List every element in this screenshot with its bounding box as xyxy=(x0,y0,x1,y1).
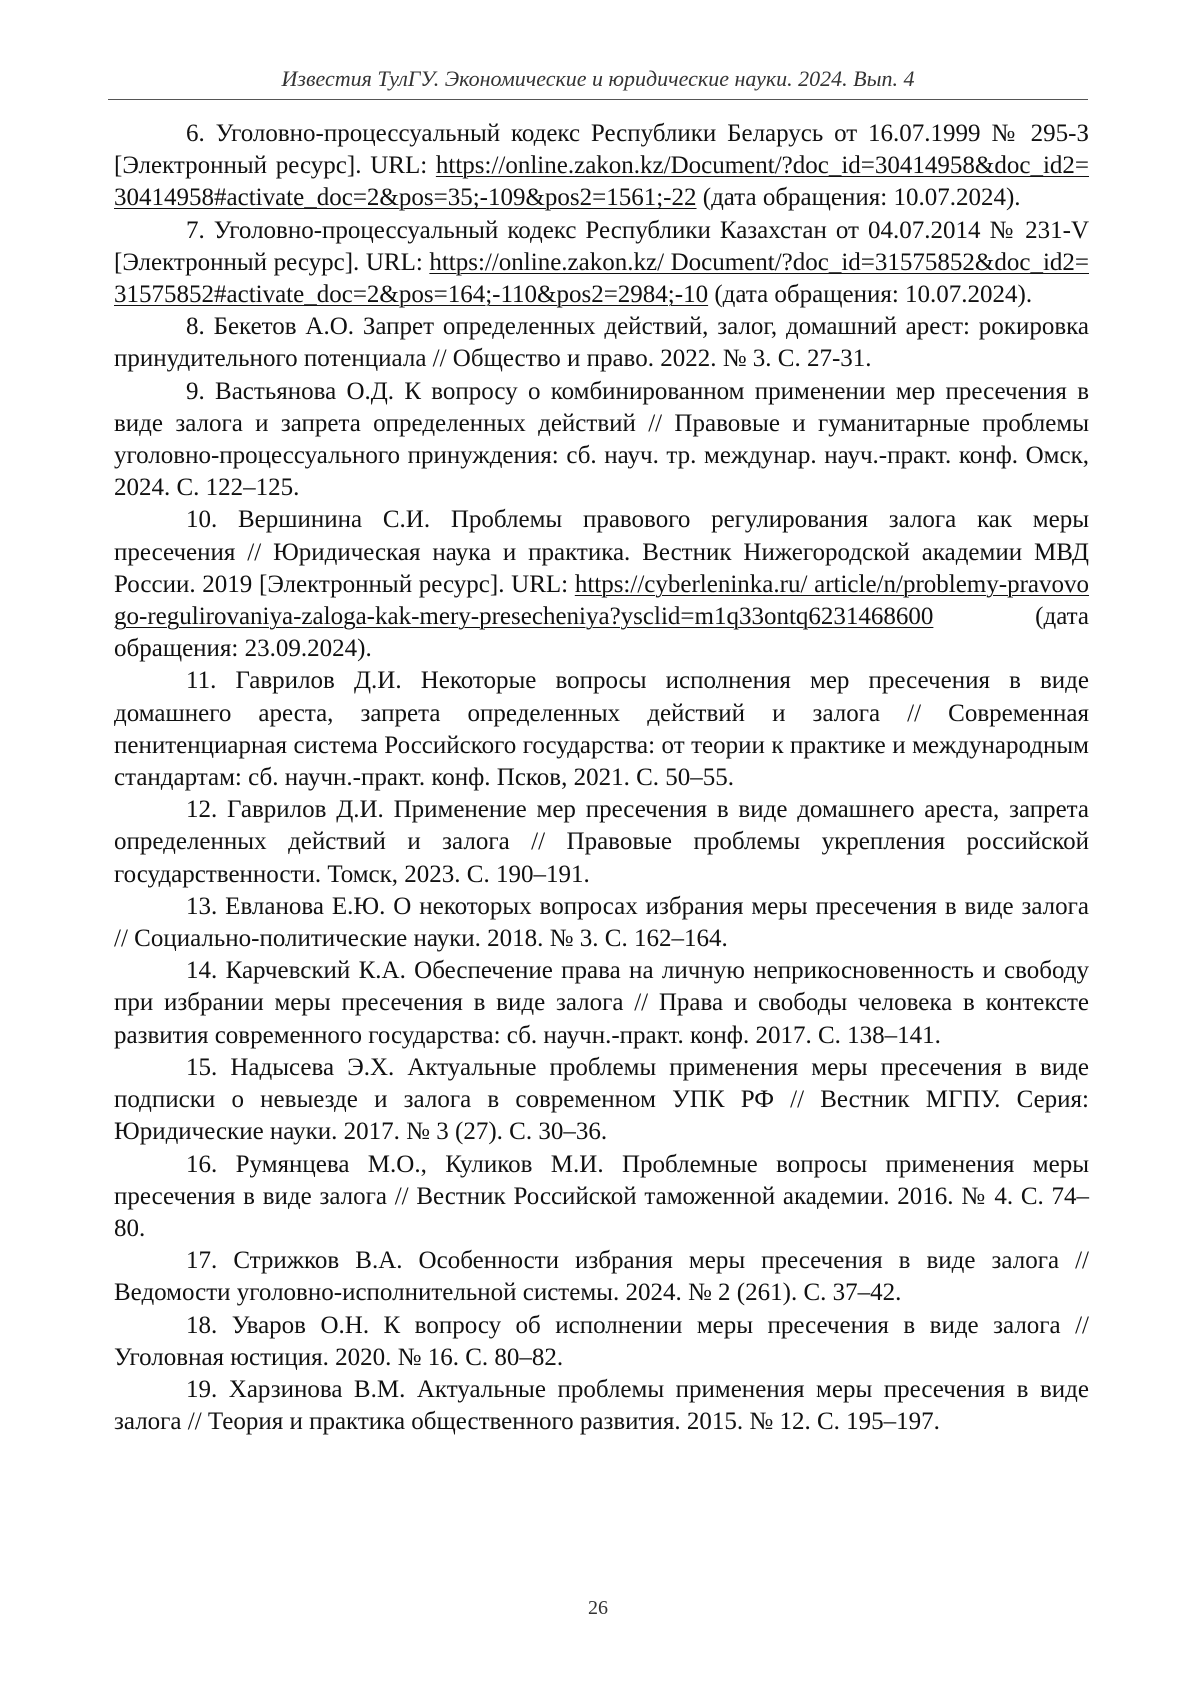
reference-text: Гаврилов Д.И. Некоторые вопросы исполнения мер пресечения в виде домашнего ареста, запрета определенных действий и залога // Современная пенитенциарная система Российского государства: от теории к практике и международным стандартам: сб. научн.-практ. конф. Псков, 2021. С. 50–55. xyxy=(114,667,1090,792)
reference-item xyxy=(114,311,1089,375)
reference-number: 7. xyxy=(186,216,205,244)
reference-list xyxy=(114,118,1089,1438)
reference-item xyxy=(114,1149,1089,1246)
reference-text: Вершинина С.И. Проблемы правового регулирования залога как меры пресечения // Юридическая наука и практика. Вестник Нижегородской академии МВД России. 2019 [Электронный ресурс]. URL: xyxy=(114,506,1089,598)
reference-item xyxy=(114,215,1089,312)
reference-item xyxy=(114,891,1089,955)
reference-number: 15. xyxy=(186,1053,218,1081)
header-divider xyxy=(108,99,1088,100)
reference-text: Уваров О.Н. К вопросу об исполнении меры пресечения в виде залога // Уголовная юстиция. 2020. № 16. С. 80–82. xyxy=(114,1311,1090,1371)
reference-item xyxy=(114,794,1089,891)
reference-number: 9. xyxy=(186,377,205,405)
reference-text: Надысева Э.Х. Актуальные проблемы применения меры пресечения в виде подписки о невыезде и залога в современном УПК РФ // Вестник МГПУ. Серия: Юридические науки. 2017. № 3 (27). С. 30–36. xyxy=(114,1053,1090,1146)
reference-text: Вастьянова О.Д. К вопросу о комбинированном применении мер пресечения в виде залога и запрета определенных действий // Правовые и гуманитарные проблемы уголовно-процессуального принуждения: сб. науч. тр. междунар. науч.-практ. конф. Омск, 2024. С. 122–125. xyxy=(114,377,1090,502)
reference-number: 13. xyxy=(186,892,218,920)
reference-link[interactable]: https://cyberleninka.ru/ article/n/problemy-pravovogo-regulirovaniya-zaloga-kak-mery-presecheniya?ysclid=m1q33ontq6231468600 xyxy=(114,570,1090,631)
running-header: Известия ТулГУ. Экономические и юридические науки. 2024. Вып. 4 xyxy=(281,66,915,91)
reference-text: Бекетов А.О. Запрет определенных действий, залог, домашний арест: рокировка принудительного потенциала // Общество и право. 2022. № 3. С. 27-31. xyxy=(114,313,1090,373)
reference-item xyxy=(114,665,1089,794)
reference-access-date: (дата обращения: 10.07.2024). xyxy=(696,184,1021,212)
reference-item xyxy=(114,118,1089,215)
reference-number: 18. xyxy=(186,1311,218,1339)
reference-number: 12. xyxy=(186,796,218,824)
reference-number: 17. xyxy=(186,1247,218,1275)
reference-text: Гаврилов Д.И. Применение мер пресечения в виде домашнего ареста, запрета определенных действий и залога // Правовые проблемы укрепления российской государственности. Томск, 2023. С. 190–191. xyxy=(114,796,1090,888)
reference-text: Уголовно-процессуальный кодекс Республики Беларусь от 16.07.1999 № 295-З [Электронный ресурс]. URL: xyxy=(114,120,1089,180)
reference-text: Карчевский К.А. Обеспечение права на личную неприкосновенность и свободу при избрании меры пресечения в виде залога // Права и свободы человека в контексте развития современного государства: сб. научн.-практ. конф. 2017. С. 138–141. xyxy=(114,957,1090,1049)
reference-text: Харзинова В.М. Актуальные проблемы применения меры пресечения в виде залога // Теория и практика общественного развития. 2015. № 12. С. 195–197. xyxy=(114,1375,1090,1436)
reference-number: 10. xyxy=(186,506,218,534)
reference-item xyxy=(114,376,1089,505)
reference-item xyxy=(114,955,1089,1052)
reference-number: 6. xyxy=(186,120,205,147)
reference-access-date: (дата обращения: 23.09.2024). xyxy=(114,603,1089,663)
reference-number: 8. xyxy=(186,313,205,341)
reference-text: Румянцева М.О., Куликов М.И. Проблемные вопросы применения меры пресечения в виде залога // Вестник Российской таможенной академии. 2016. № 4. С. 74–80. xyxy=(114,1150,1089,1242)
reference-item xyxy=(114,1245,1089,1309)
reference-number: 19. xyxy=(186,1375,218,1403)
reference-access-date: (дата обращения: 10.07.2024). xyxy=(708,281,1033,309)
reference-item xyxy=(114,1374,1089,1438)
reference-text: Уголовно-процессуальный кодекс Республики Казахстан от 04.07.2014 № 231-V [Электронный ресурс]. URL: xyxy=(114,216,1090,276)
reference-text: Стрижков В.А. Особенности избрания меры пресечения в виде залога // Ведомости уголовно-исполнительной системы. 2024. № 2 (261). С. 37–42. xyxy=(114,1247,1089,1307)
reference-item xyxy=(114,1310,1089,1374)
reference-number: 14. xyxy=(186,957,218,985)
reference-number: 16. xyxy=(186,1150,218,1178)
reference-number: 11. xyxy=(186,667,217,695)
reference-link[interactable]: https://online.zakon.kz/ Document/?doc_id=31575852&doc_id2=31575852#activate_doc=2&pos=164;-110&pos2=2984;-10 xyxy=(114,248,1089,309)
reference-text: Евланова Е.Ю. О некоторых вопросах избрания меры пресечения в виде залога // Социально-политические науки. 2018. № 3. С. 162–164. xyxy=(114,892,1089,953)
page-number: 26 xyxy=(588,1597,608,1619)
reference-item xyxy=(114,1052,1089,1149)
reference-link[interactable]: https://online.zakon.kz/Document/?doc_id=30414958&doc_id2=30414958#activate_doc=2&pos=35;-109&pos2=1561;-22 xyxy=(114,152,1089,212)
reference-item xyxy=(114,504,1089,665)
